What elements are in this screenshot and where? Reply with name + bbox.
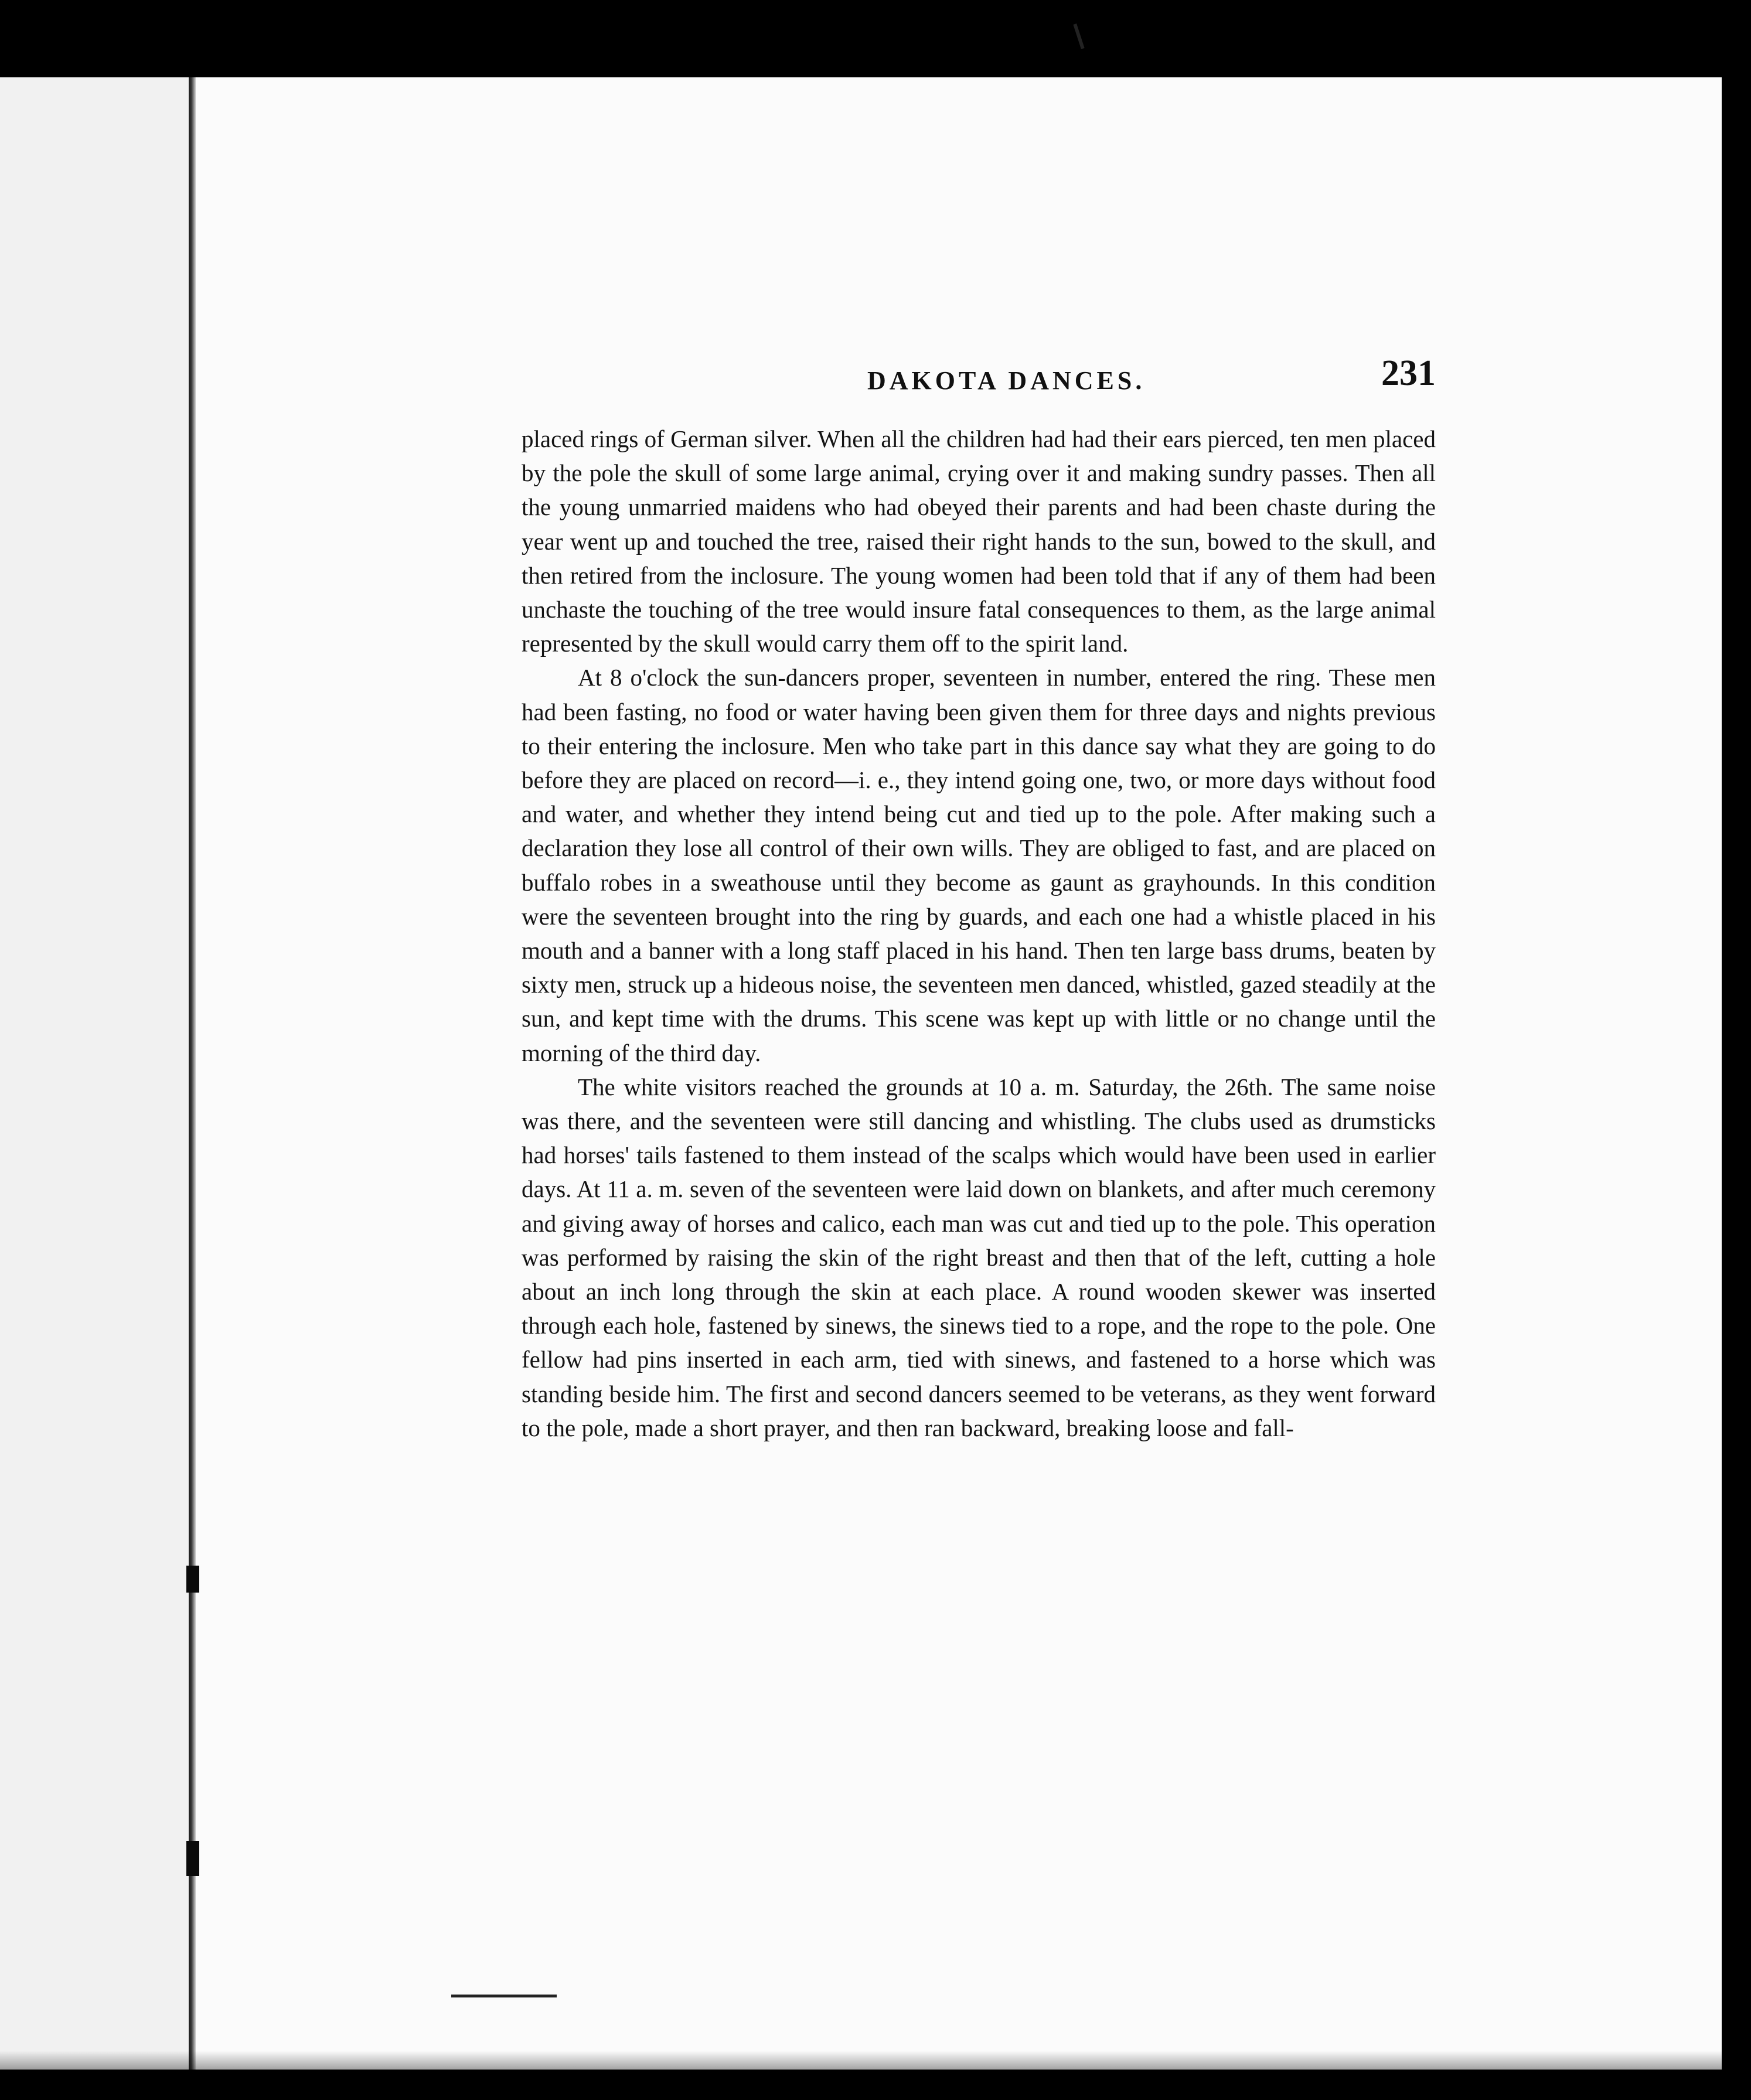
scan-artifact-mark [1073, 23, 1084, 49]
paragraph-2: At 8 o'clock the sun-dancers proper, seventeen in number, entered the ring. These men had been fasting, no food or water having been given them for three days and nights previous to their entering the inclosure. Men who take part in this dance say what they are going to do before they are placed on record—i. e., they intend going one, two, or more days without food and water, and whether they intend being cut and tied up to the pole. After making such a declaration they lose all control of their own wills. They are obliged to fast, and are placed on buffalo robes in a sweathouse until they become as gaunt as grayhounds. In this condition were the seventeen brought into the ring by guards, and each one had a whistle placed in his mouth and a banner with a long staff placed in his hand. Then ten large bass drums, beaten by sixty men, struck up a hideous noise, the seventeen men danced, whistled, gazed steadily at the sun, and kept time with the drums. This scene was kept up with little or no change until the morning of the third day. [522, 664, 1436, 1066]
body-text [522, 422, 1436, 1445]
binding-fold [189, 77, 196, 2070]
margin-rule [451, 1995, 557, 1997]
page-number: 231 [1381, 353, 1436, 393]
paragraph-1: placed rings of German silver. When all the children had had their ears pierced, ten men placed by the pole the skull of some large animal, crying over it and making sundry passes. Then all the young unmarried maidens who had obeyed their parents and had been chaste during the year went up and touched the tree, raised their right hands to the sun, bowed to the skull, and then retired from the inclosure. The young women had been told that if any of them had been unchaste the touching of the tree would insure fatal consequences to them, as the large animal represented by the skull would carry them off to the spirit land. [522, 425, 1436, 657]
binding-notch [186, 1841, 199, 1876]
page-header [522, 353, 1436, 411]
facing-page-edge [0, 77, 189, 2070]
running-head: DAKOTA DANCES. [867, 366, 1146, 395]
binding-notch [186, 1566, 199, 1593]
paragraph-3: The white visitors reached the grounds at 10 a. m. Saturday, the 26th. The same noise was there, and the seventeen were still dancing and whistling. The clubs used as drumsticks had horses' tails fastened to them instead of the scalps which would have been used in earlier days. At 11 a. m. seven of the seventeen were laid down on blankets, and after much ceremony and giving away of horses and calico, each man was cut and tied up to the pole. This operation was performed by raising the skin of the right breast and then that of the left, cutting a hole about an inch long through the skin at each place. A round wooden skewer was inserted through each hole, fastened by sinews, the sinews tied to a rope, and the rope to the pole. One fellow had pins inserted in each arm, tied with sinews, and fastened to a horse which was standing beside him. The first and second dancers seemed to be veterans, as they went forward to the pole, made a short prayer, and then ran backward, breaking loose and fall- [522, 1073, 1436, 1441]
page-bottom-shadow [0, 2051, 1722, 2070]
scan-bottom-border [0, 2070, 1751, 2100]
